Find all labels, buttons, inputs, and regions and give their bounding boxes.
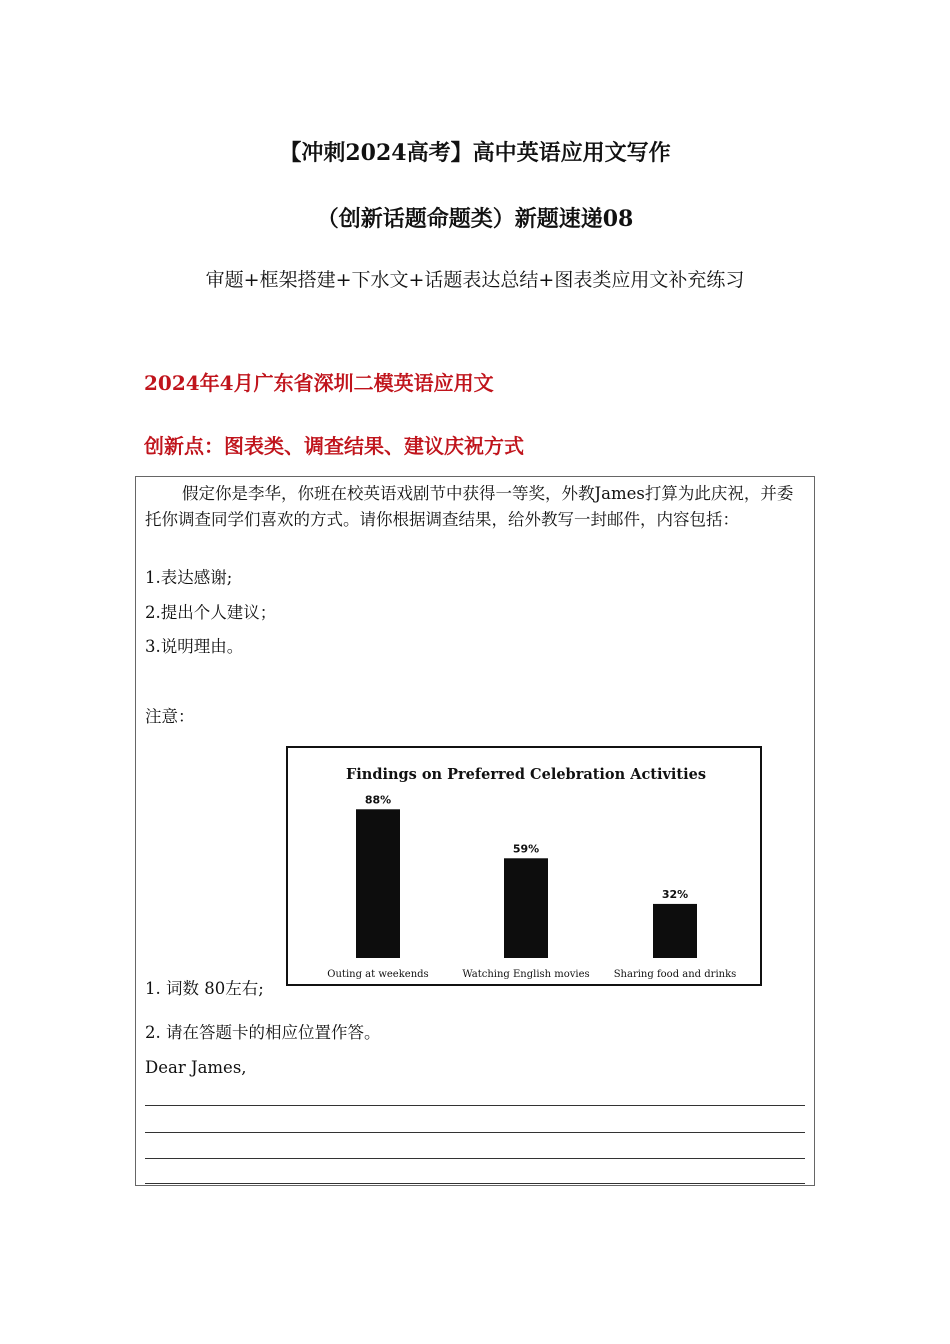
task-item: 1.表达感谢; [145,568,233,587]
task-item: 3.说明理由。 [145,637,244,656]
category-label: Sharing food and drinks [613,969,737,980]
letter-greeting: Dear James, [145,1058,247,1077]
survey-chart [286,746,762,986]
note-label: 注意： [145,707,195,726]
category-label: Outing at weekends [327,969,429,980]
exam-source-heading: 2024年4月广东省深圳二模英语应用文 [144,371,494,395]
chart-bar [653,904,697,958]
answer-line [145,1183,805,1184]
document-description: 审题+框架搭建+下水文+话题表达总结+图表类应用文补充练习 [205,269,745,291]
bar-value-label: 59% [512,842,540,856]
bar-value-label: 88% [364,793,392,807]
note-item: 2. 请在答题卡的相应位置作答。 [145,1023,381,1042]
document-title: 【冲刺2024高考】高中英语应用文写作 [279,140,671,166]
chart-svg [288,748,760,984]
answer-line [145,1158,805,1159]
task-item: 2.提出个人建议； [145,603,277,622]
answer-line [145,1132,805,1133]
document-subtitle: （创新话题命题类）新题速递08 [316,206,634,232]
task-intro: 假定你是李华，你班在校英语戏剧节中获得一等奖，外教James打算为此庆祝，并委托你调查同学们喜欢的方式。请你根据调查结果，给外教写一封邮件，内容包括： [145,484,794,529]
task-box [135,476,815,1186]
category-label: Watching English movies [462,969,590,980]
chart-title: Findings on Preferred Celebration Activities [345,766,707,783]
chart-bar [504,858,548,958]
note-item: 1. 词数 80左右; [145,979,264,998]
innovation-heading: 创新点：图表类、调查结果、建议庆祝方式 [144,434,524,458]
chart-bar [356,809,400,958]
bar-value-label: 32% [661,887,689,901]
answer-line [145,1105,805,1106]
